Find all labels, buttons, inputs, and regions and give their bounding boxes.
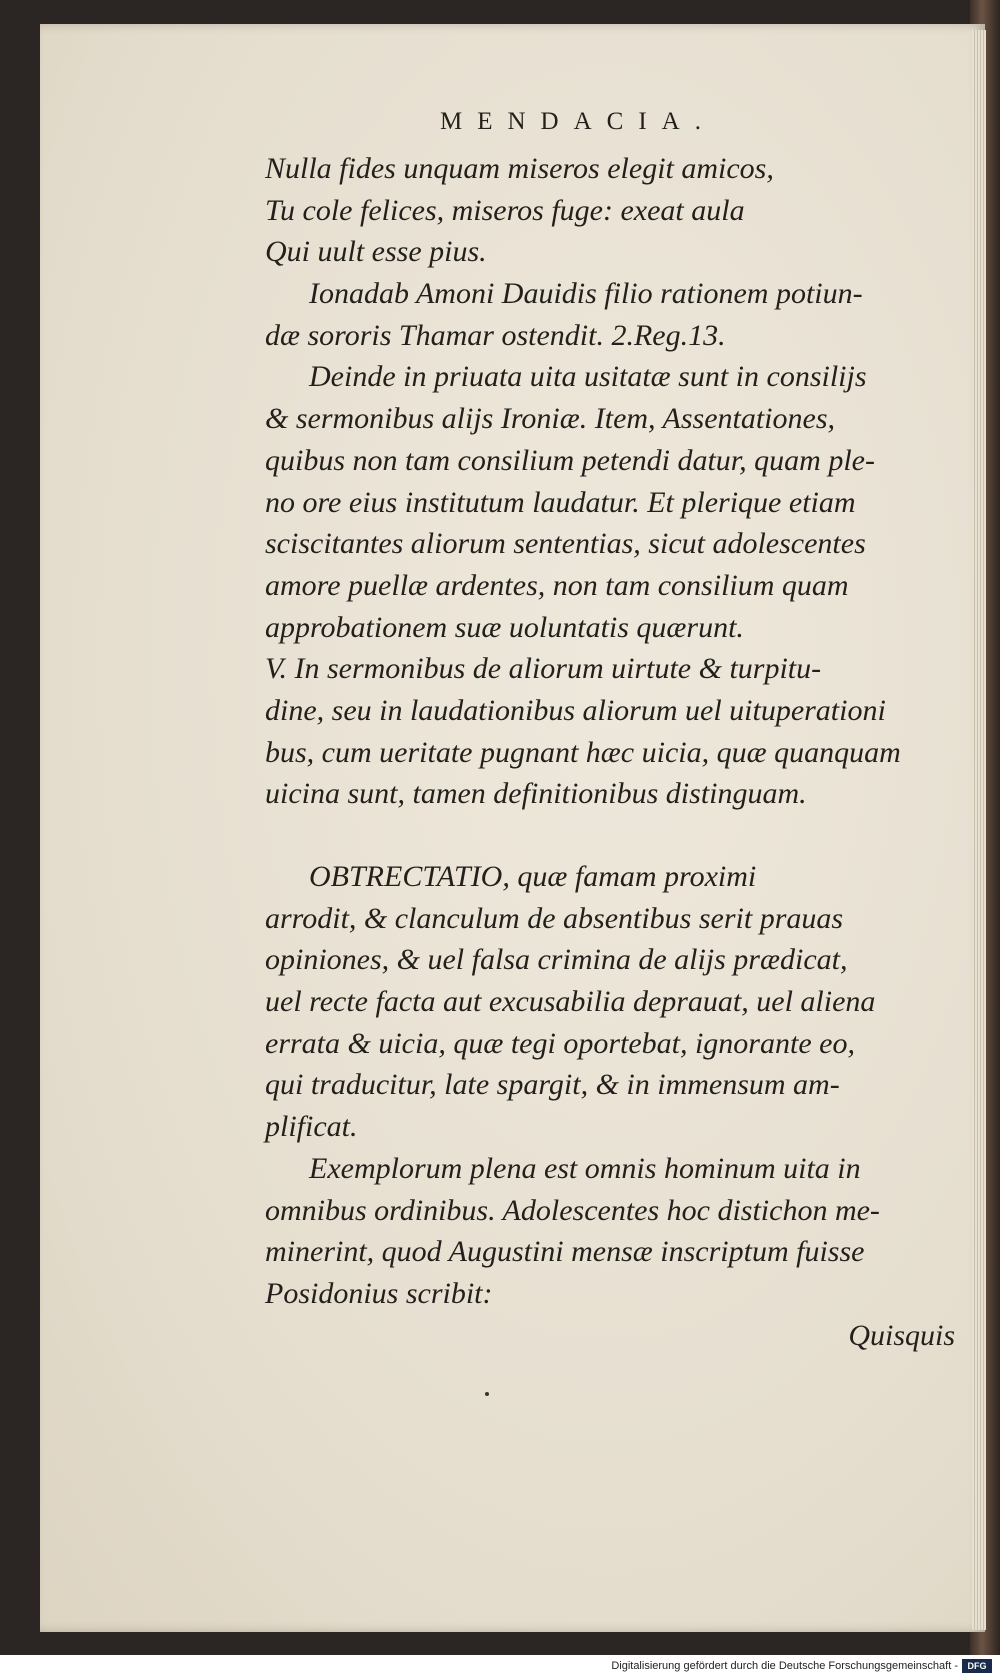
text-line: minerint, quod Augustini mensæ inscriptum fuisse <box>265 1235 865 1269</box>
text-line: arrodit, & clanculum de absentibus serit prauas <box>265 901 844 935</box>
text-line: approbationem suæ uoluntatis quærunt. <box>265 610 744 644</box>
text-line: Posidonius scribit: <box>265 1276 493 1310</box>
ink-speck <box>485 1392 489 1396</box>
text-line: uicina sunt, tamen definitionibus distinguam. <box>265 777 807 811</box>
digitization-credit: Digitalisierung gefördert durch die Deutsche Forschungsgemeinschaft - <box>611 1660 958 1672</box>
text-line: quibus non tam consilium petendi datur, quam ple- <box>265 443 875 477</box>
text-line: omnibus ordinibus. Adolescentes hoc distichon me- <box>265 1193 880 1227</box>
catchword: Quisquis <box>848 1318 955 1352</box>
page-text <box>265 148 955 1356</box>
text-line: Ionadab Amoni Dauidis filio rationem potiun- <box>309 277 863 311</box>
text-line: qui traducitur, late spargit, & in immensum am- <box>265 1068 840 1102</box>
text-line: Deinde in priuata uita usitatæ sunt in consilijs <box>309 360 867 394</box>
text-line: no ore eius institutum laudatur. Et plerique etiam <box>265 485 856 519</box>
text-line: Qui uult esse pius. <box>265 235 487 269</box>
text-line: opiniones, & uel falsa crimina de alijs prædicat, <box>265 943 848 977</box>
text-line: Exemplorum plena est omnis hominum uita in <box>309 1151 861 1185</box>
text-line: uel recte facta aut excusabilia deprauat, uel aliena <box>265 985 876 1019</box>
text-line: bus, cum ueritate pugnant hæc uicia, quæ quanquam <box>265 735 901 769</box>
page-fore-edge <box>972 30 986 1630</box>
text-line: errata & uicia, quæ tegi oportebat, ignorante eo, <box>265 1026 855 1060</box>
text-line: plificat. <box>265 1110 358 1144</box>
text-line: V. In sermonibus de aliorum uirtute & turpitu- <box>265 652 822 686</box>
text-line: dine, seu in laudationibus aliorum uel uituperationi <box>265 693 886 727</box>
text-line: sciscitantes aliorum sententias, sicut adolescentes <box>265 527 866 561</box>
dfg-logo: DFG <box>962 1659 992 1673</box>
paragraph-gap <box>265 815 955 856</box>
text-line: Nulla fides unquam miseros elegit amicos, <box>265 152 774 185</box>
text-line: Tu cole felices, miseros fuge: exeat aula <box>265 193 745 227</box>
text-line: dæ sororis Thamar ostendit. 2.Reg.13. <box>265 318 726 352</box>
text-line: OBTRECTATIO, quæ famam proximi <box>309 860 757 893</box>
text-line: amore puellæ ardentes, non tam consilium quam <box>265 568 849 602</box>
text-line: & sermonibus alijs Ironiæ. Item, Assentationes, <box>265 402 835 436</box>
running-title: MENDACIA. <box>440 108 716 135</box>
